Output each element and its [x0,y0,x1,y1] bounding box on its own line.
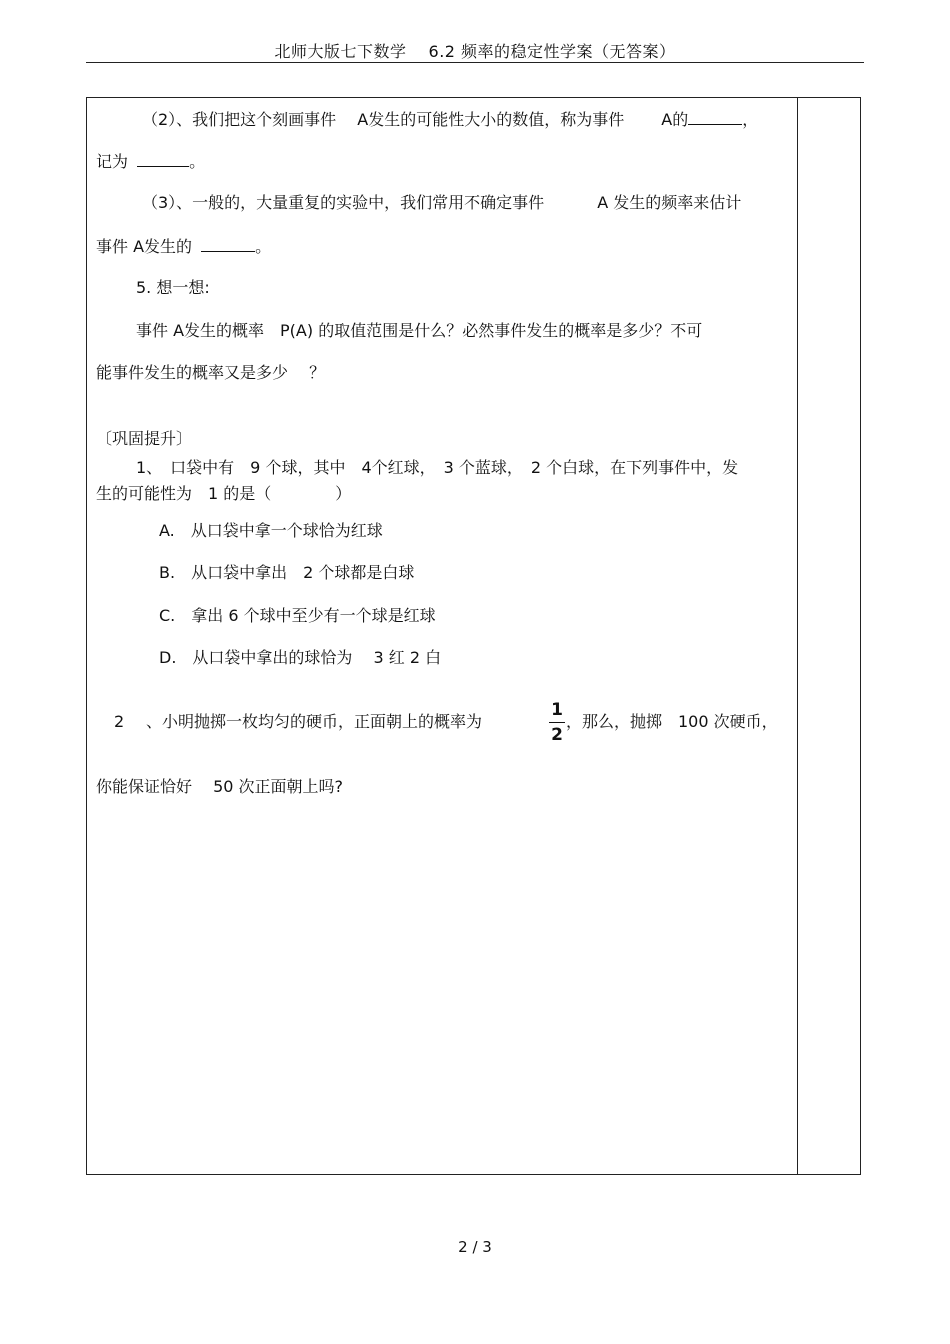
question-2-line-2: 你能保证恰好 50 次正面朝上吗? [96,777,344,796]
table-column-divider [797,97,798,1175]
option-letter: B. [159,563,176,582]
think-heading: 5. 想一想: [136,278,210,297]
question-2-number: 2 [114,712,125,731]
fraction-denominator: 2 [551,725,563,745]
item-3-line-2-text: 事件 A发生的 [96,237,193,256]
answer-blank [201,235,255,252]
item-2-tail: ， [742,110,759,129]
option-letter: C. [159,606,176,625]
question-1-option-d [159,648,441,668]
option-letter: A. [159,521,175,540]
option-text: 从口袋中拿出的球恰为 3 红 2 白 [192,648,442,667]
question-2-line-1: 、小明抛掷一枚均匀的硬币，正面朝上的概率为 [146,712,483,731]
item-3-line-2 [96,235,271,257]
question-1-option-c [159,606,436,626]
fraction-one-half [548,700,566,745]
option-text: 从口袋中拿一个球恰为红球 [190,521,383,540]
question-2-line-1-tail: ，那么，抛掷 100 次硬币， [566,712,778,731]
fraction-numerator: 1 [551,700,563,720]
header-rule [86,62,864,63]
question-1-line-2: 生的可能性为 1 的是（ ） [96,484,352,503]
answer-blank [688,108,742,125]
section-title: 〔巩固提升〕 [96,429,193,448]
item-3-line-2-tail: 。 [255,237,272,256]
item-2-text: （2）、我们把这个刻画事件 A发生的可能性大小的数值，称为事件 A的 [142,110,689,129]
think-line-2: 能事件发生的概率又是多少 ？ [96,363,326,382]
fraction-bar [549,722,565,723]
question-1-line-1: 1、 口袋中有 9 个球，其中 4个红球， 3 个蓝球， 2 个白球，在下列事件中，发 [136,458,739,477]
item-2-line-2 [96,150,205,172]
question-1-option-b [159,563,414,583]
item-2-line-2-text: 记为 [96,152,129,171]
question-1-option-a [159,521,383,541]
item-2-line-1 [142,108,758,130]
page-header-title: 北师大版七下数学 6.2 频率的稳定性学案（无答案） [274,42,676,61]
option-letter: D. [159,648,177,667]
answer-blank [137,150,189,167]
option-text: 拿出 6 个球中至少有一个球是红球 [191,606,436,625]
option-text: 从口袋中拿出 2 个球都是白球 [191,563,415,582]
item-2-line-2-tail: 。 [189,152,206,171]
page-number: 2 / 3 [458,1238,492,1256]
think-line-1: 事件 A发生的概率 P(A) 的取值范围是什么？必然事件发生的概率是多少？不可 [136,321,703,340]
item-3-line-1: （3）、一般的，大量重复的实验中，我们常用不确定事件 A 发生的频率来估计 [142,193,742,212]
content-table-frame [86,97,861,1175]
